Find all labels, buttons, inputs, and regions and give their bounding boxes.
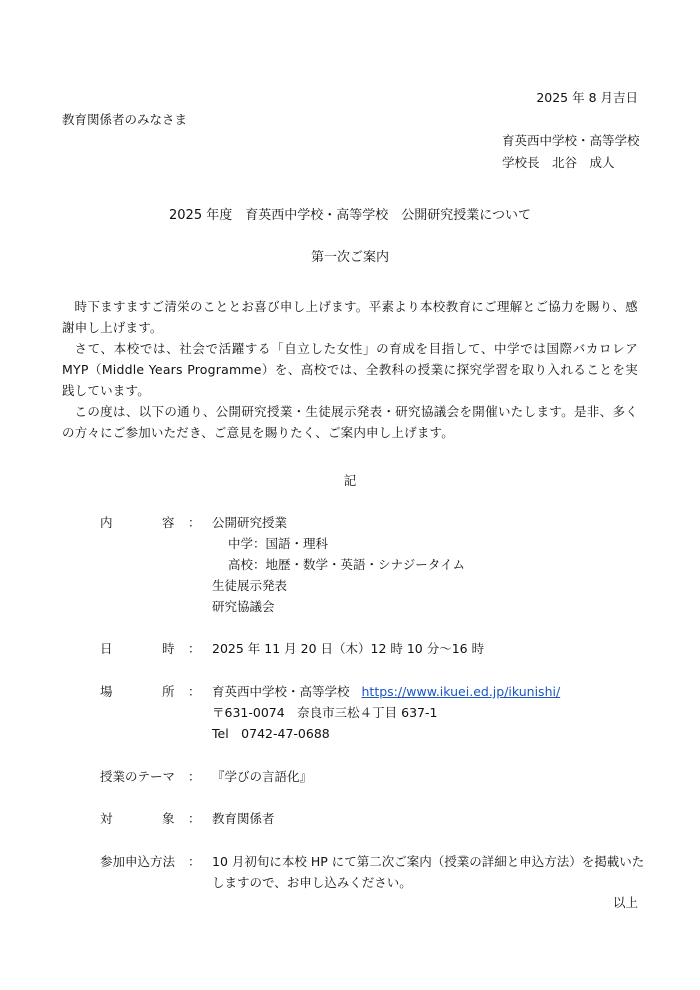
body-paragraph: さて、本校では、社会で活躍する「自立した女性」の育成を目指して、中学では国際バカロレア MYP（Middle Years Programme）を、高校では、全教科の授業に探究学習を取り入れることを実践しています。: [62, 341, 638, 398]
place-address: 〒631-0074 奈良市三松４丁目 637-1: [212, 705, 438, 720]
label-char: 所: [162, 684, 175, 699]
label-char: 象: [162, 811, 175, 826]
label-char: 日: [100, 641, 113, 656]
school-website-link[interactable]: https://www.ikuei.ed.jp/ikunishi/: [361, 684, 561, 699]
body-text: [62, 296, 638, 443]
place-tel: Tel 0742-47-0688: [212, 726, 330, 741]
colon: ：: [188, 769, 201, 784]
document-subtitle: 第一次ご案内: [310, 250, 389, 265]
target-value: 教育関係者: [212, 811, 275, 826]
sender-school: 育英西中学校・高等学校: [502, 133, 640, 148]
colon: ：: [188, 854, 201, 869]
application-label: 参加申込方法: [100, 854, 176, 869]
theme-label: 授業のテーマ: [100, 769, 176, 784]
label-char: 内: [100, 515, 113, 530]
label-char: 容: [162, 515, 175, 530]
closing: 以上: [612, 895, 638, 910]
addressee: 教育関係者のみなさま: [62, 112, 188, 127]
colon: ：: [188, 684, 201, 699]
place-line: [212, 682, 560, 700]
sender-principal: 学校長 北谷 成人: [502, 155, 615, 170]
colon: ：: [188, 811, 201, 826]
theme-value: 『学びの言語化』: [212, 769, 313, 784]
label-char: 対: [100, 811, 113, 826]
place-school: 育英西中学校・高等学校: [212, 684, 350, 699]
colon: ：: [188, 641, 201, 656]
label-char: 場: [100, 684, 113, 699]
body-paragraph: この度は、以下の通り、公開研究授業・生徒展示発表・研究協議会を開催いたします。是非、多くの方々にご参加いただき、ご意見を賜りたく、ご案内申し上げます。: [62, 404, 638, 440]
body-paragraph: 時下ますますご清栄のこととお喜び申し上げます。平素より本校教育にご理解とご協力を賜り、感謝申し上げます。: [62, 299, 638, 335]
datetime-value: 2025 年 11 月 20 日（木）12 時 10 分～16 時: [212, 641, 485, 656]
content-line: 高校：地歴・数学・英語・シナジータイム: [228, 557, 466, 572]
document-title: 2025 年度 育英西中学校・高等学校 公開研究授業について: [169, 208, 531, 223]
content-line: 生徒展示発表: [212, 578, 288, 593]
datetime-label: [100, 639, 176, 657]
content-label: [100, 513, 176, 531]
place-label: [100, 682, 176, 700]
content-line: 公開研究授業: [212, 515, 288, 530]
ki-heading: 記: [343, 473, 357, 488]
target-label: [100, 809, 176, 827]
content-line: 中学：国語・理科: [228, 536, 329, 551]
label-char: 時: [162, 641, 175, 656]
document-date: 2025 年 8 月吉日: [536, 90, 638, 105]
content-line: 研究協議会: [212, 599, 275, 614]
colon: ：: [188, 515, 201, 530]
application-line: 10 月初旬に本校 HP にて第二次ご案内（授業の詳細と申込方法）を掲載いた: [212, 854, 645, 869]
application-line: しますので、お申し込みください。: [212, 875, 412, 890]
